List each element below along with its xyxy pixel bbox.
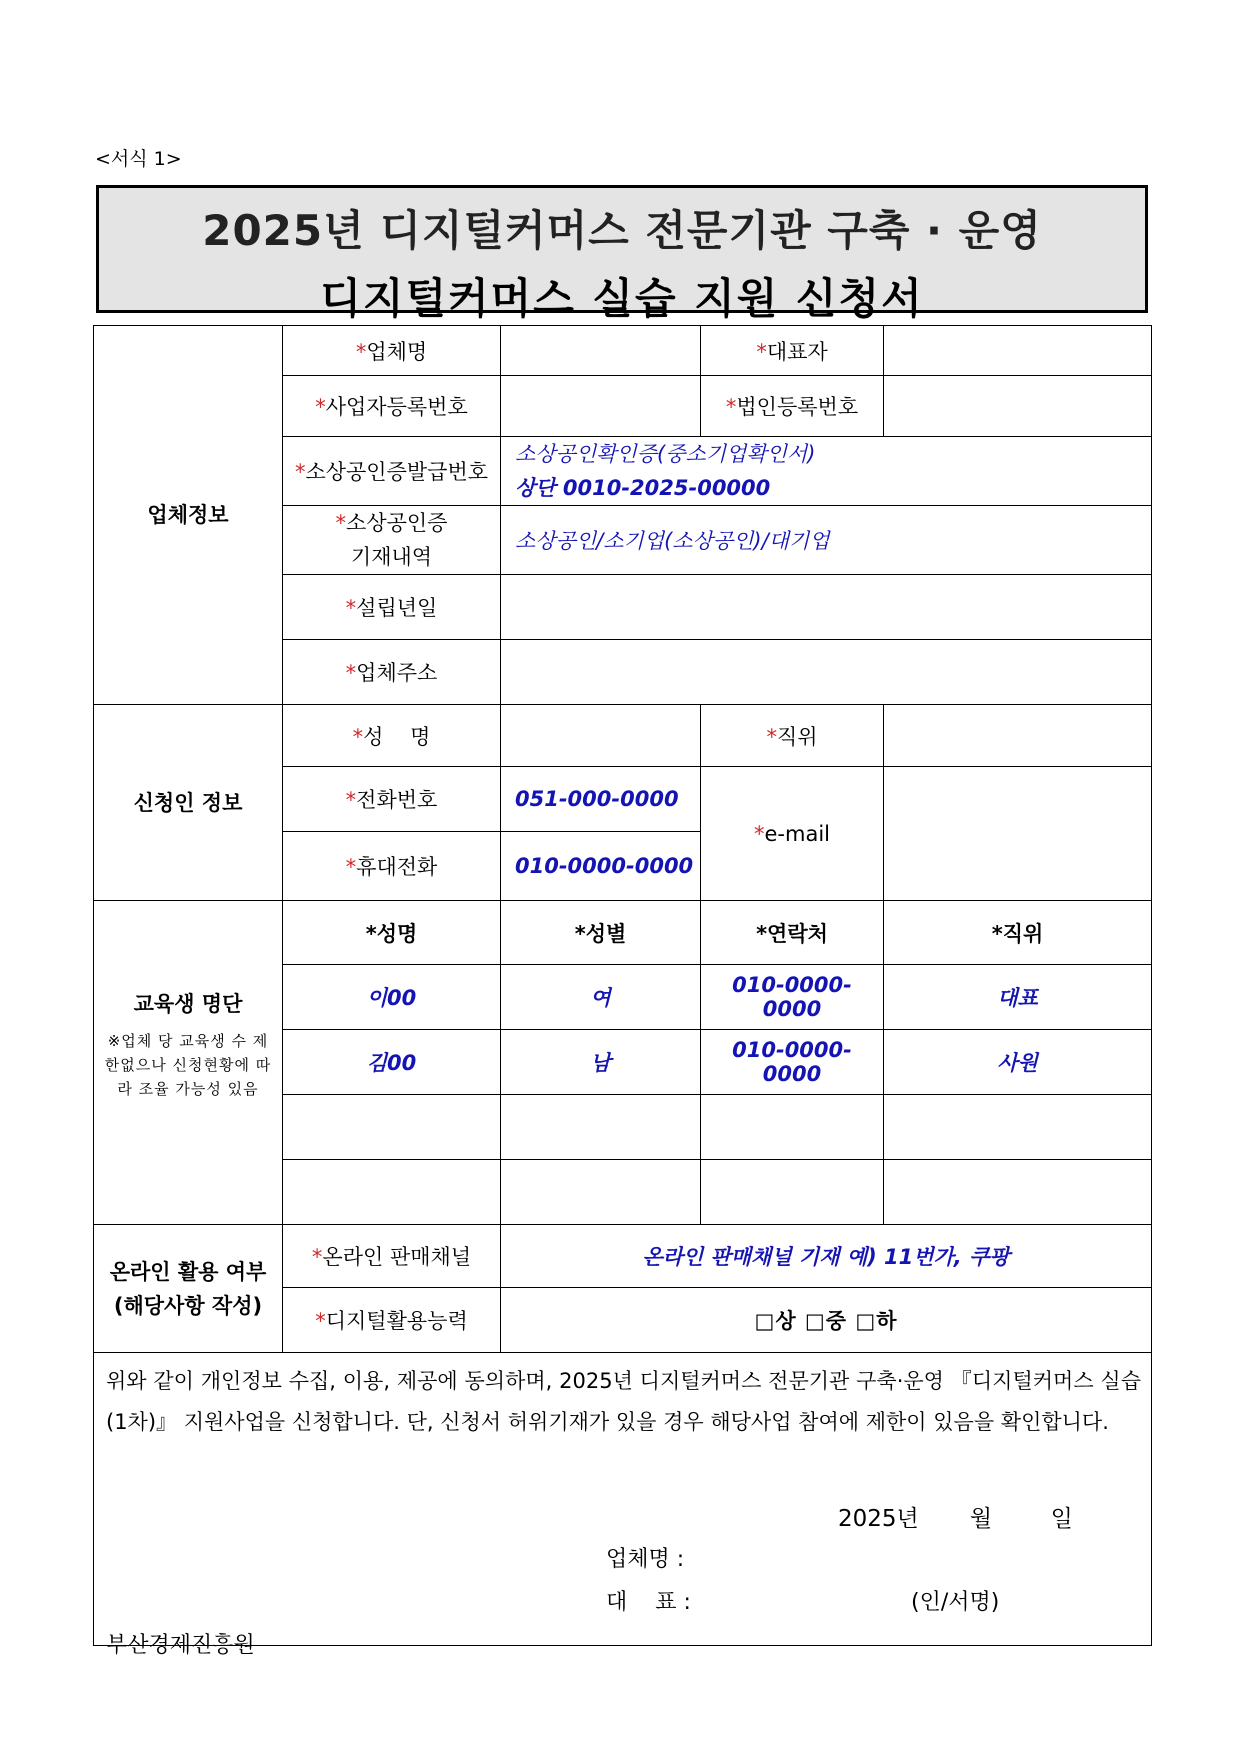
- trainee-gender-cell[interactable]: [501, 1160, 701, 1225]
- company-info-section-label: 업체정보: [94, 326, 283, 705]
- consent-section: [94, 1353, 1152, 1658]
- founded-field[interactable]: [501, 575, 1152, 640]
- required-mark: *: [345, 661, 357, 685]
- cert-no-label: *소상공인증발급번호: [283, 437, 501, 506]
- trainee-contact-cell[interactable]: [701, 1160, 884, 1225]
- signature-rep-line[interactable]: 대 표 :: [606, 1590, 691, 1615]
- cert-no-field[interactable]: [501, 437, 1152, 506]
- trainee-name-cell[interactable]: 이00: [283, 965, 501, 1030]
- application-form-table: [93, 325, 1152, 1658]
- cert-detail-field[interactable]: 소상공인/소기업(소상공인)/대기업: [501, 506, 1152, 575]
- required-mark: *: [766, 724, 777, 749]
- required-mark: *: [315, 395, 326, 419]
- trainees-section-label: [94, 901, 283, 1225]
- trainee-name-cell[interactable]: 김00: [283, 1030, 501, 1095]
- required-mark: *: [345, 855, 357, 879]
- applicant-name-label: *성 명: [283, 705, 501, 767]
- required-mark: *: [756, 339, 767, 364]
- title-box: [96, 185, 1148, 323]
- digital-label: *디지털활용능력: [283, 1288, 501, 1353]
- email-label: *e-mail: [701, 767, 884, 901]
- trainee-name-cell[interactable]: [283, 1095, 501, 1160]
- required-mark: *: [345, 788, 357, 812]
- required-mark: *: [754, 821, 765, 846]
- trainees-note: ※업체 당 교육생 수 제한없으나 신청현황에 따라 조율 가능성 있음: [104, 1032, 272, 1098]
- signature-company-line[interactable]: 업체명 :: [606, 1547, 685, 1572]
- business-reg-field[interactable]: [501, 376, 701, 437]
- phone-field[interactable]: 051-000-0000: [501, 767, 701, 832]
- required-mark: *: [315, 1309, 326, 1333]
- representative-label: *대표자: [701, 326, 884, 376]
- required-mark: *: [345, 596, 357, 620]
- founded-label: *설립년일: [283, 575, 501, 640]
- applicant-position-label: *직위: [701, 705, 884, 767]
- consent-text: 위와 같이 개인정보 수집, 이용, 제공에 동의하며, 2025년 디지털커머스 전문기관 구축·운영 『디지털커머스 실습(1차)』 지원사업을 신청합니다. 단, 신청서 허위기재가 있을 경우 해당사업 참여에 제한이 있음을 확인합니다.: [106, 1369, 1141, 1434]
- trainee-gender-cell[interactable]: 여: [501, 965, 701, 1030]
- trainee-position-cell[interactable]: 사원: [884, 1030, 1152, 1095]
- trainee-col-contact: *연락처: [701, 901, 884, 965]
- channel-field[interactable]: 온라인 판매채널 기재 예) 11번가, 쿠팡: [501, 1225, 1152, 1288]
- date-line[interactable]: 2025년 월 일: [838, 1506, 1073, 1532]
- trainee-position-cell[interactable]: [884, 1160, 1152, 1225]
- corp-reg-label: *법인등록번호: [701, 376, 884, 437]
- email-field[interactable]: [884, 767, 1152, 901]
- company-name-label: *업체명: [283, 326, 501, 376]
- trainee-col-name: *성명: [283, 901, 501, 965]
- address-field[interactable]: [501, 640, 1152, 705]
- applicant-position-field[interactable]: [884, 705, 1152, 767]
- business-reg-label: *사업자등록번호: [283, 376, 501, 437]
- online-section-label: 온라인 활용 여부 (해당사항 작성): [94, 1225, 283, 1353]
- required-mark: *: [311, 1245, 323, 1269]
- required-mark: *: [352, 724, 364, 749]
- trainee-position-cell[interactable]: 대표: [884, 965, 1152, 1030]
- digital-level-checkboxes[interactable]: □상 □중 □하: [501, 1288, 1152, 1353]
- organization-name: 부산경제진흥원: [106, 1633, 255, 1658]
- channel-label: *온라인 판매채널: [283, 1225, 501, 1288]
- cert-no-value-1: 소상공인확인증(중소기업확인서): [515, 442, 816, 466]
- trainee-contact-cell[interactable]: [701, 1095, 884, 1160]
- trainee-position-cell[interactable]: [884, 1095, 1152, 1160]
- required-mark: *: [355, 339, 367, 364]
- phone-label: *전화번호: [283, 767, 501, 832]
- company-name-field[interactable]: [501, 326, 701, 376]
- title-line-1: 2025년 디지털커머스 전문기관 구축 · 운영: [202, 206, 1042, 255]
- seal-signature[interactable]: (인/서명): [911, 1590, 1000, 1615]
- applicant-name-field[interactable]: [501, 705, 701, 767]
- required-mark: *: [335, 511, 347, 535]
- trainees-title: 교육생 명단: [133, 992, 243, 1016]
- applicant-section-label: 신청인 정보: [94, 705, 283, 901]
- trainee-name-cell[interactable]: [283, 1160, 501, 1225]
- representative-field[interactable]: [884, 326, 1152, 376]
- required-mark: *: [725, 395, 737, 419]
- mobile-field[interactable]: 010-0000-0000: [501, 832, 701, 901]
- trainee-contact-cell[interactable]: 010-0000-0000: [701, 965, 884, 1030]
- cert-detail-label: *소상공인증 기재내역: [283, 506, 501, 575]
- required-mark: *: [294, 460, 306, 484]
- trainee-gender-cell[interactable]: 남: [501, 1030, 701, 1095]
- title-line-2: 디지털커머스 실습 지원 신청서: [320, 274, 924, 323]
- form-code: <서식 1>: [95, 148, 182, 170]
- trainee-col-position: *직위: [884, 901, 1152, 965]
- cert-no-value-2: 상단 0010-2025-00000: [515, 476, 771, 500]
- trainee-gender-cell[interactable]: [501, 1095, 701, 1160]
- mobile-label: *휴대전화: [283, 832, 501, 901]
- trainee-col-gender: *성별: [501, 901, 701, 965]
- corp-reg-field[interactable]: [884, 376, 1152, 437]
- trainee-contact-cell[interactable]: 010-0000-0000: [701, 1030, 884, 1095]
- address-label: *업체주소: [283, 640, 501, 705]
